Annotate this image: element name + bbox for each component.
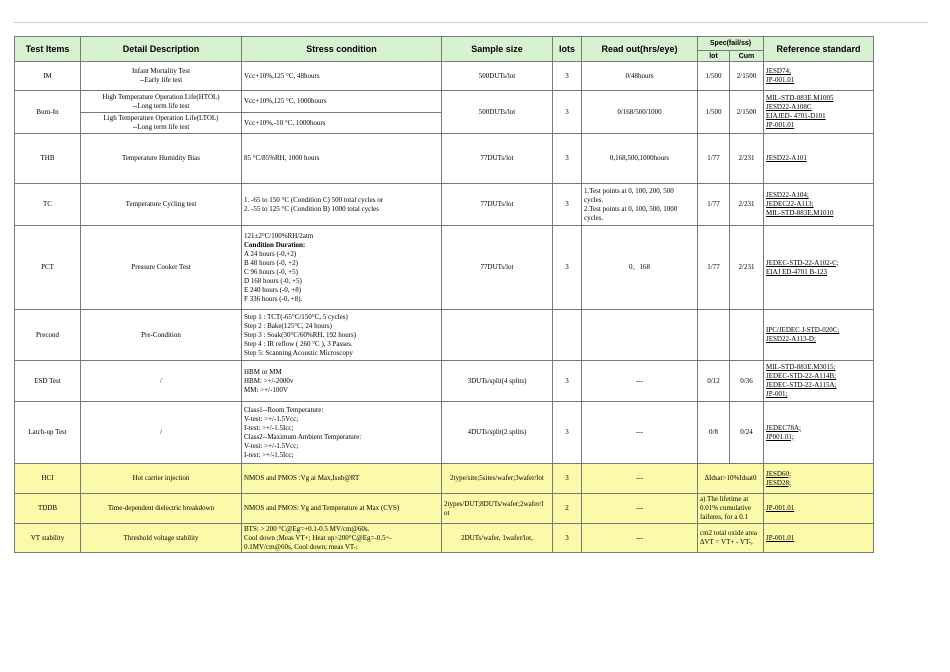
- spec-cum-cell: 0/36: [730, 361, 764, 402]
- lots-cell: 3: [553, 62, 582, 91]
- stress-cell: 1. -65 to 150 °C (Condition C) 500 total cycles or 2. -55 to 125 °C (Condition B) 1000 total cycles: [242, 184, 442, 226]
- spec-lot-cell: [698, 310, 730, 361]
- table-row-tddb: [15, 494, 874, 524]
- detail-cell: Temperature Cycling test: [81, 184, 242, 226]
- reference-cell: JESD60; JESD28;: [764, 464, 874, 494]
- detail-cell: Time-dependent dielectric breakdown: [81, 494, 242, 524]
- spec-lot-cell: 1/77: [698, 226, 730, 310]
- spec-cum-cell: 0/24: [730, 402, 764, 464]
- reference-cell: IPC/JEDEC J-STD-020C; JESD22-A113-D;: [764, 310, 874, 361]
- spec-cum-cell: 2/231: [730, 184, 764, 226]
- stress-cell: Class1--Room Temperature: V-test: >+/-1.5Vcc; I-test: >+/-1.5Icc; Class2--Maximum Ambient Temperature: V-test: >+/-1.5Vcc; I-test: >+/-1.5Icc;: [242, 402, 442, 464]
- stress-cell: Step 1 : TCT(-65°C/150°C, 5 cycles) Step 2 : Bake(125°C, 24 hours) Step 3 : Soak(30°C/60%RH, 192 hours) Step 4 : IR reflow ( 260 °C ), 3 Passes. Step 5: Scanning Acoustic Microscopy: [242, 310, 442, 361]
- header-sample-size: Sample size: [442, 37, 553, 62]
- readout-cell: ---: [582, 402, 698, 464]
- header-detail-description: Detail Description: [81, 37, 242, 62]
- detail-cell: Pre-Condition: [81, 310, 242, 361]
- detail-cell: Temperature Humidity Bias: [81, 134, 242, 184]
- table-row-tc: [15, 184, 874, 226]
- header-reference-standard: Reference standard: [764, 37, 874, 62]
- spec-lot-cell: 1/500: [698, 91, 730, 134]
- test-item-cell: IM: [15, 62, 81, 91]
- readout-cell: ---: [582, 524, 698, 553]
- stress-cell: NMOS and PMOS :Vg at Max,Isub@RT: [242, 464, 442, 494]
- lots-cell: 2: [553, 494, 582, 524]
- header-stress-condition: Stress condition: [242, 37, 442, 62]
- spec-cum-cell: 2/231: [730, 226, 764, 310]
- reference-cell: JESD22-A104; JEDEC22-A113; MIL-STD-883E.M1010: [764, 184, 874, 226]
- spec-cell: ΔIdsat>10%Idsat0: [698, 464, 764, 494]
- spec-cum-cell: 2/1500: [730, 62, 764, 91]
- spec-cum-cell: 2/1500: [730, 91, 764, 134]
- sample-cell: 2types/DUT;8DUTs/wafer;2wafer/l ot: [442, 494, 553, 524]
- header-spec-lot: lot: [698, 51, 730, 62]
- table-row-thb: [15, 134, 874, 184]
- readout-cell: 0/168/500/1000: [582, 91, 698, 134]
- detail-cell: /: [81, 361, 242, 402]
- header-read-out: Read out(hrs/eye): [582, 37, 698, 62]
- detail-cell: Pressure Cooker Test: [81, 226, 242, 310]
- test-item-cell: VT stability: [15, 524, 81, 553]
- reference-cell: JEDEC78A; JP001.01;: [764, 402, 874, 464]
- sample-cell: 77DUTs/lot: [442, 134, 553, 184]
- test-item-cell: PCT: [15, 226, 81, 310]
- readout-cell: 0,168,500,1000hours: [582, 134, 698, 184]
- pct-condition-heading: Condition Duration:: [244, 240, 306, 249]
- table-row-pct: [15, 226, 874, 310]
- reference-cell: MIL-STD-883E.M1005 JESD22-A108C EIAJED- 4701-D101 JP-001.01: [764, 91, 874, 134]
- spec-lot-cell: 1/77: [698, 184, 730, 226]
- sample-cell: 77DUTs/lot: [442, 226, 553, 310]
- spec-lot-cell: 0/12: [698, 361, 730, 402]
- stress-cell: BTS: > 200 °C@Eg=+0.1-0.5 MV/cm@60s. Cool down ;Meas VT+; Heat up>200°C@Eg=-0.5~- 0.1MV/cm@60s, Cool down; meas VT-;: [242, 524, 442, 553]
- sample-cell: 2type/site;5sites/wafer;3wafer/lot: [442, 464, 553, 494]
- spec-lot-cell: 0/8: [698, 402, 730, 464]
- stress-cell: NMOS and PMOS: Vg and Temperature at Max (CVS): [242, 494, 442, 524]
- detail-cell: /: [81, 402, 242, 464]
- stress-cell: Vcc+10%,125 °C, 48hours: [242, 62, 442, 91]
- lots-cell: [553, 310, 582, 361]
- readout-cell: 0、168: [582, 226, 698, 310]
- page-top-divider: [14, 22, 928, 23]
- readout-cell: ---: [582, 361, 698, 402]
- sample-cell: 500DUTs/lot: [442, 91, 553, 134]
- reference-cell: JP-001.01: [764, 524, 874, 553]
- readout-cell: 0/48hours: [582, 62, 698, 91]
- readout-cell: ---: [582, 464, 698, 494]
- table-row-hci: [15, 464, 874, 494]
- sample-cell: 3DUTs/split(4 splits): [442, 361, 553, 402]
- detail-cell: Ligh Temperature Operation Life(LTOL) --Long term life test: [81, 113, 242, 134]
- header-test-items: Test Items: [15, 37, 81, 62]
- pct-condition-list: A 24 hours (-0,+2) B 48 hours (-0, +2) C 96 hours (-0, +5) D 168 hours (-0, +5) E 240 hours (-0, +8) F 336 hours (-0, +8).: [244, 249, 303, 303]
- detail-cell: Hot carrier injection: [81, 464, 242, 494]
- test-item-cell: TC: [15, 184, 81, 226]
- test-item-cell: ESD Test: [15, 361, 81, 402]
- sample-cell: 4DUTs/split(2 splits): [442, 402, 553, 464]
- spec-lot-cell: 1/500: [698, 62, 730, 91]
- detail-cell: Threshold voltage stability: [81, 524, 242, 553]
- reference-cell: JEDEC-STD-22-A102-C; EIAJ ED-4701 B-123: [764, 226, 874, 310]
- test-item-cell: TDDB: [15, 494, 81, 524]
- readout-cell: [582, 310, 698, 361]
- table-row-precond: [15, 310, 874, 361]
- stress-cell: [242, 226, 442, 310]
- sample-cell: 500DUTs/lot: [442, 62, 553, 91]
- test-item-cell: Latch-up Test: [15, 402, 81, 464]
- spec-cell: cm2 total oxide area ΔVT = VT+ - VT-,: [698, 524, 764, 553]
- stress-cell: Vcc+10%,125 °C, 1000hours: [242, 91, 442, 113]
- test-item-cell: HCI: [15, 464, 81, 494]
- reference-cell: MIL-STD-883E.M3015; JEDEC-STD-22-A114B; JEDEC-STD-22-A115A; JP-001;: [764, 361, 874, 402]
- detail-cell: High Temperature Operation Life(HTOL) --Long term life test: [81, 91, 242, 113]
- lots-cell: 3: [553, 464, 582, 494]
- table-row-burn-in-htol: [15, 91, 874, 113]
- lots-cell: 3: [553, 361, 582, 402]
- lots-cell: 3: [553, 134, 582, 184]
- test-item-cell: Burn-In: [15, 91, 81, 134]
- reference-cell: JESD74; JP-001.01: [764, 62, 874, 91]
- spec-cum-cell: [730, 310, 764, 361]
- lots-cell: 3: [553, 524, 582, 553]
- header-spec-cum: Cum: [730, 51, 764, 62]
- table-row-vt-stability: [15, 524, 874, 553]
- header-lots: lots: [553, 37, 582, 62]
- sample-cell: 77DUTs/lot: [442, 184, 553, 226]
- stress-cell: 85 °C/85%RH, 1000 hours: [242, 134, 442, 184]
- readout-cell: 1.Test points at 0, 100, 200, 500 cycles. 2.Test points at 0, 100, 500, 1000 cycles.: [582, 184, 698, 226]
- header-spec: Spec(fail/ss): [698, 37, 764, 51]
- spec-cum-cell: 2/231: [730, 134, 764, 184]
- spec-lot-cell: 1/77: [698, 134, 730, 184]
- sample-cell: [442, 310, 553, 361]
- reliability-test-table: [14, 36, 874, 553]
- reference-cell: JP-001.01: [764, 494, 874, 524]
- sample-cell: 2DUTs/wafer, 1wafer/lot,: [442, 524, 553, 553]
- spec-cell: a) The lifetime at 0.01% cumulative failures, for a 0.1: [698, 494, 764, 524]
- detail-cell: Infant Mortality Test --Early life test: [81, 62, 242, 91]
- lots-cell: 3: [553, 91, 582, 134]
- reference-cell: JESD22-A101: [764, 134, 874, 184]
- table-row-latch-up: [15, 402, 874, 464]
- readout-cell: ---: [582, 494, 698, 524]
- lots-cell: 3: [553, 184, 582, 226]
- lots-cell: 3: [553, 402, 582, 464]
- stress-cell: HBM or MM HBM: >+/-2000v MM: >+/-100V: [242, 361, 442, 402]
- test-item-cell: THB: [15, 134, 81, 184]
- table-row-im: [15, 62, 874, 91]
- stress-cell: Vcc+10%,-10 °C, 1000hours: [242, 113, 442, 134]
- table-row-esd: [15, 361, 874, 402]
- lots-cell: 3: [553, 226, 582, 310]
- pct-environment: 121±2°C/100%RH/2atm: [244, 231, 314, 240]
- test-item-cell: Precond: [15, 310, 81, 361]
